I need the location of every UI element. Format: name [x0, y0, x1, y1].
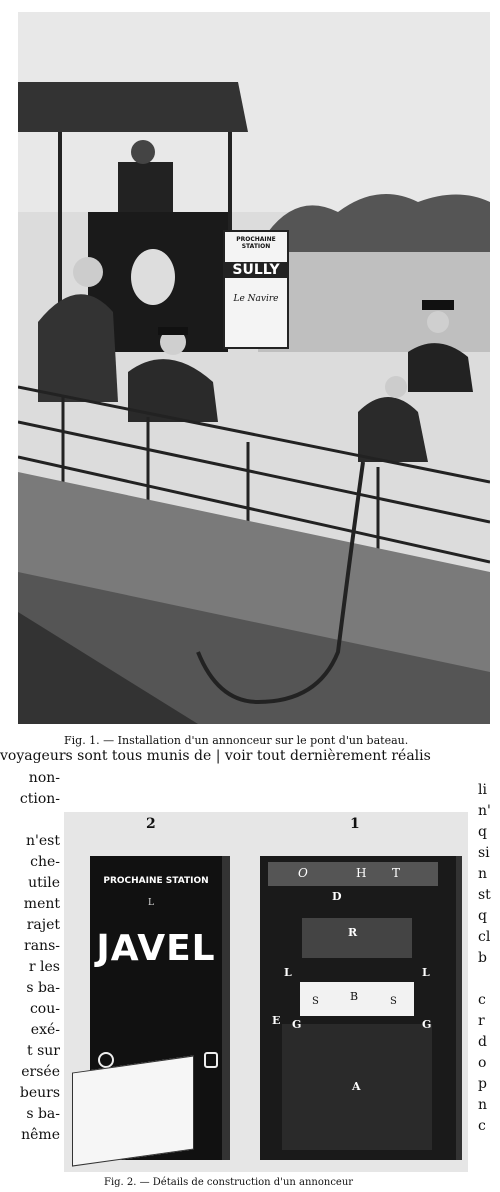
- label-l-left: L: [284, 966, 292, 979]
- announcer-small-mark: L: [148, 898, 154, 908]
- text-line: b: [478, 950, 487, 966]
- text-line: s ba-: [26, 1106, 60, 1122]
- sign-station: SULLY: [225, 262, 287, 278]
- label-r: R: [348, 926, 358, 939]
- text-line: d: [478, 1034, 487, 1050]
- text-line: [478, 969, 500, 990]
- text-line: r: [478, 1013, 485, 1029]
- label-g-left: G: [292, 1018, 302, 1031]
- text-line: si: [478, 845, 490, 861]
- announcer-header: PROCHAINE STATION: [103, 876, 209, 886]
- text-line: ction-: [19, 791, 60, 807]
- label-h: H: [356, 866, 367, 880]
- hinge-left: [98, 1052, 114, 1068]
- text-line: t sur: [27, 1043, 60, 1059]
- panel-number-1: 1: [350, 816, 360, 832]
- text-line: r les: [28, 959, 60, 975]
- text-line: nême: [21, 1127, 60, 1143]
- text-line: cou-: [29, 1001, 60, 1017]
- text-line: ment: [23, 896, 60, 912]
- hinge-right: [204, 1052, 218, 1068]
- hanging-card: [72, 1055, 194, 1166]
- text-line: cl: [478, 929, 491, 945]
- text-line: non-: [28, 770, 60, 786]
- label-o: O: [298, 866, 308, 880]
- text-line: ersée: [21, 1064, 60, 1080]
- text-line: n: [478, 866, 488, 882]
- station-sign: [223, 230, 289, 349]
- label-s-left: S: [312, 996, 319, 1007]
- panel-number-2: 2: [146, 816, 156, 832]
- label-e: E: [272, 1014, 281, 1027]
- announcer-mechanism: [260, 856, 462, 1160]
- label-t: T: [392, 866, 401, 880]
- announcer-station: JAVEL: [96, 928, 216, 969]
- sign-card: Le Navire: [233, 294, 279, 304]
- label-b: B: [350, 990, 359, 1003]
- label-s-right: S: [390, 996, 397, 1007]
- text-line: c: [478, 992, 486, 1008]
- label-a: A: [352, 1080, 361, 1093]
- text-line: li: [478, 782, 487, 798]
- text-line: rajet: [26, 917, 60, 933]
- boat-engraving: [18, 12, 490, 724]
- label-g-right: G: [422, 1018, 432, 1031]
- figure-2-caption: Fig. 2. — Détails de construction d'un annonceur: [104, 1177, 354, 1188]
- figure-2-illustration: [64, 812, 468, 1172]
- figure-1-caption: Fig. 1. — Installation d'un annonceur sur le pont d'un bateau.: [64, 734, 409, 747]
- label-d: D: [332, 890, 342, 903]
- text-line: o: [478, 1055, 487, 1071]
- text-line: rans-: [24, 938, 60, 954]
- text-line: st: [478, 887, 491, 903]
- right-text-column: [478, 780, 500, 1137]
- text-line: exé-: [30, 1022, 60, 1038]
- text-line: beurs: [19, 1085, 60, 1101]
- body-text-line: voyageurs sont tous munis de | voir tout dernièrement réalis: [0, 748, 431, 764]
- text-line: q: [478, 908, 487, 924]
- mechanism-top: [268, 862, 438, 886]
- text-line: q: [478, 824, 487, 840]
- text-line: p: [478, 1076, 487, 1092]
- label-l-right: L: [422, 966, 430, 979]
- figure-1-illustration: [18, 12, 490, 724]
- text-line: s ba-: [26, 980, 60, 996]
- text-line: utile: [28, 875, 60, 891]
- text-line: n'est: [26, 833, 60, 849]
- text-line: che-: [30, 854, 60, 870]
- text-line: n: [478, 1097, 488, 1113]
- sign-header: PROCHAINE STATION: [236, 236, 276, 250]
- left-text-column: [0, 768, 60, 1146]
- text-line: c: [478, 1118, 486, 1134]
- text-line: [0, 810, 60, 831]
- text-line: n': [478, 803, 491, 819]
